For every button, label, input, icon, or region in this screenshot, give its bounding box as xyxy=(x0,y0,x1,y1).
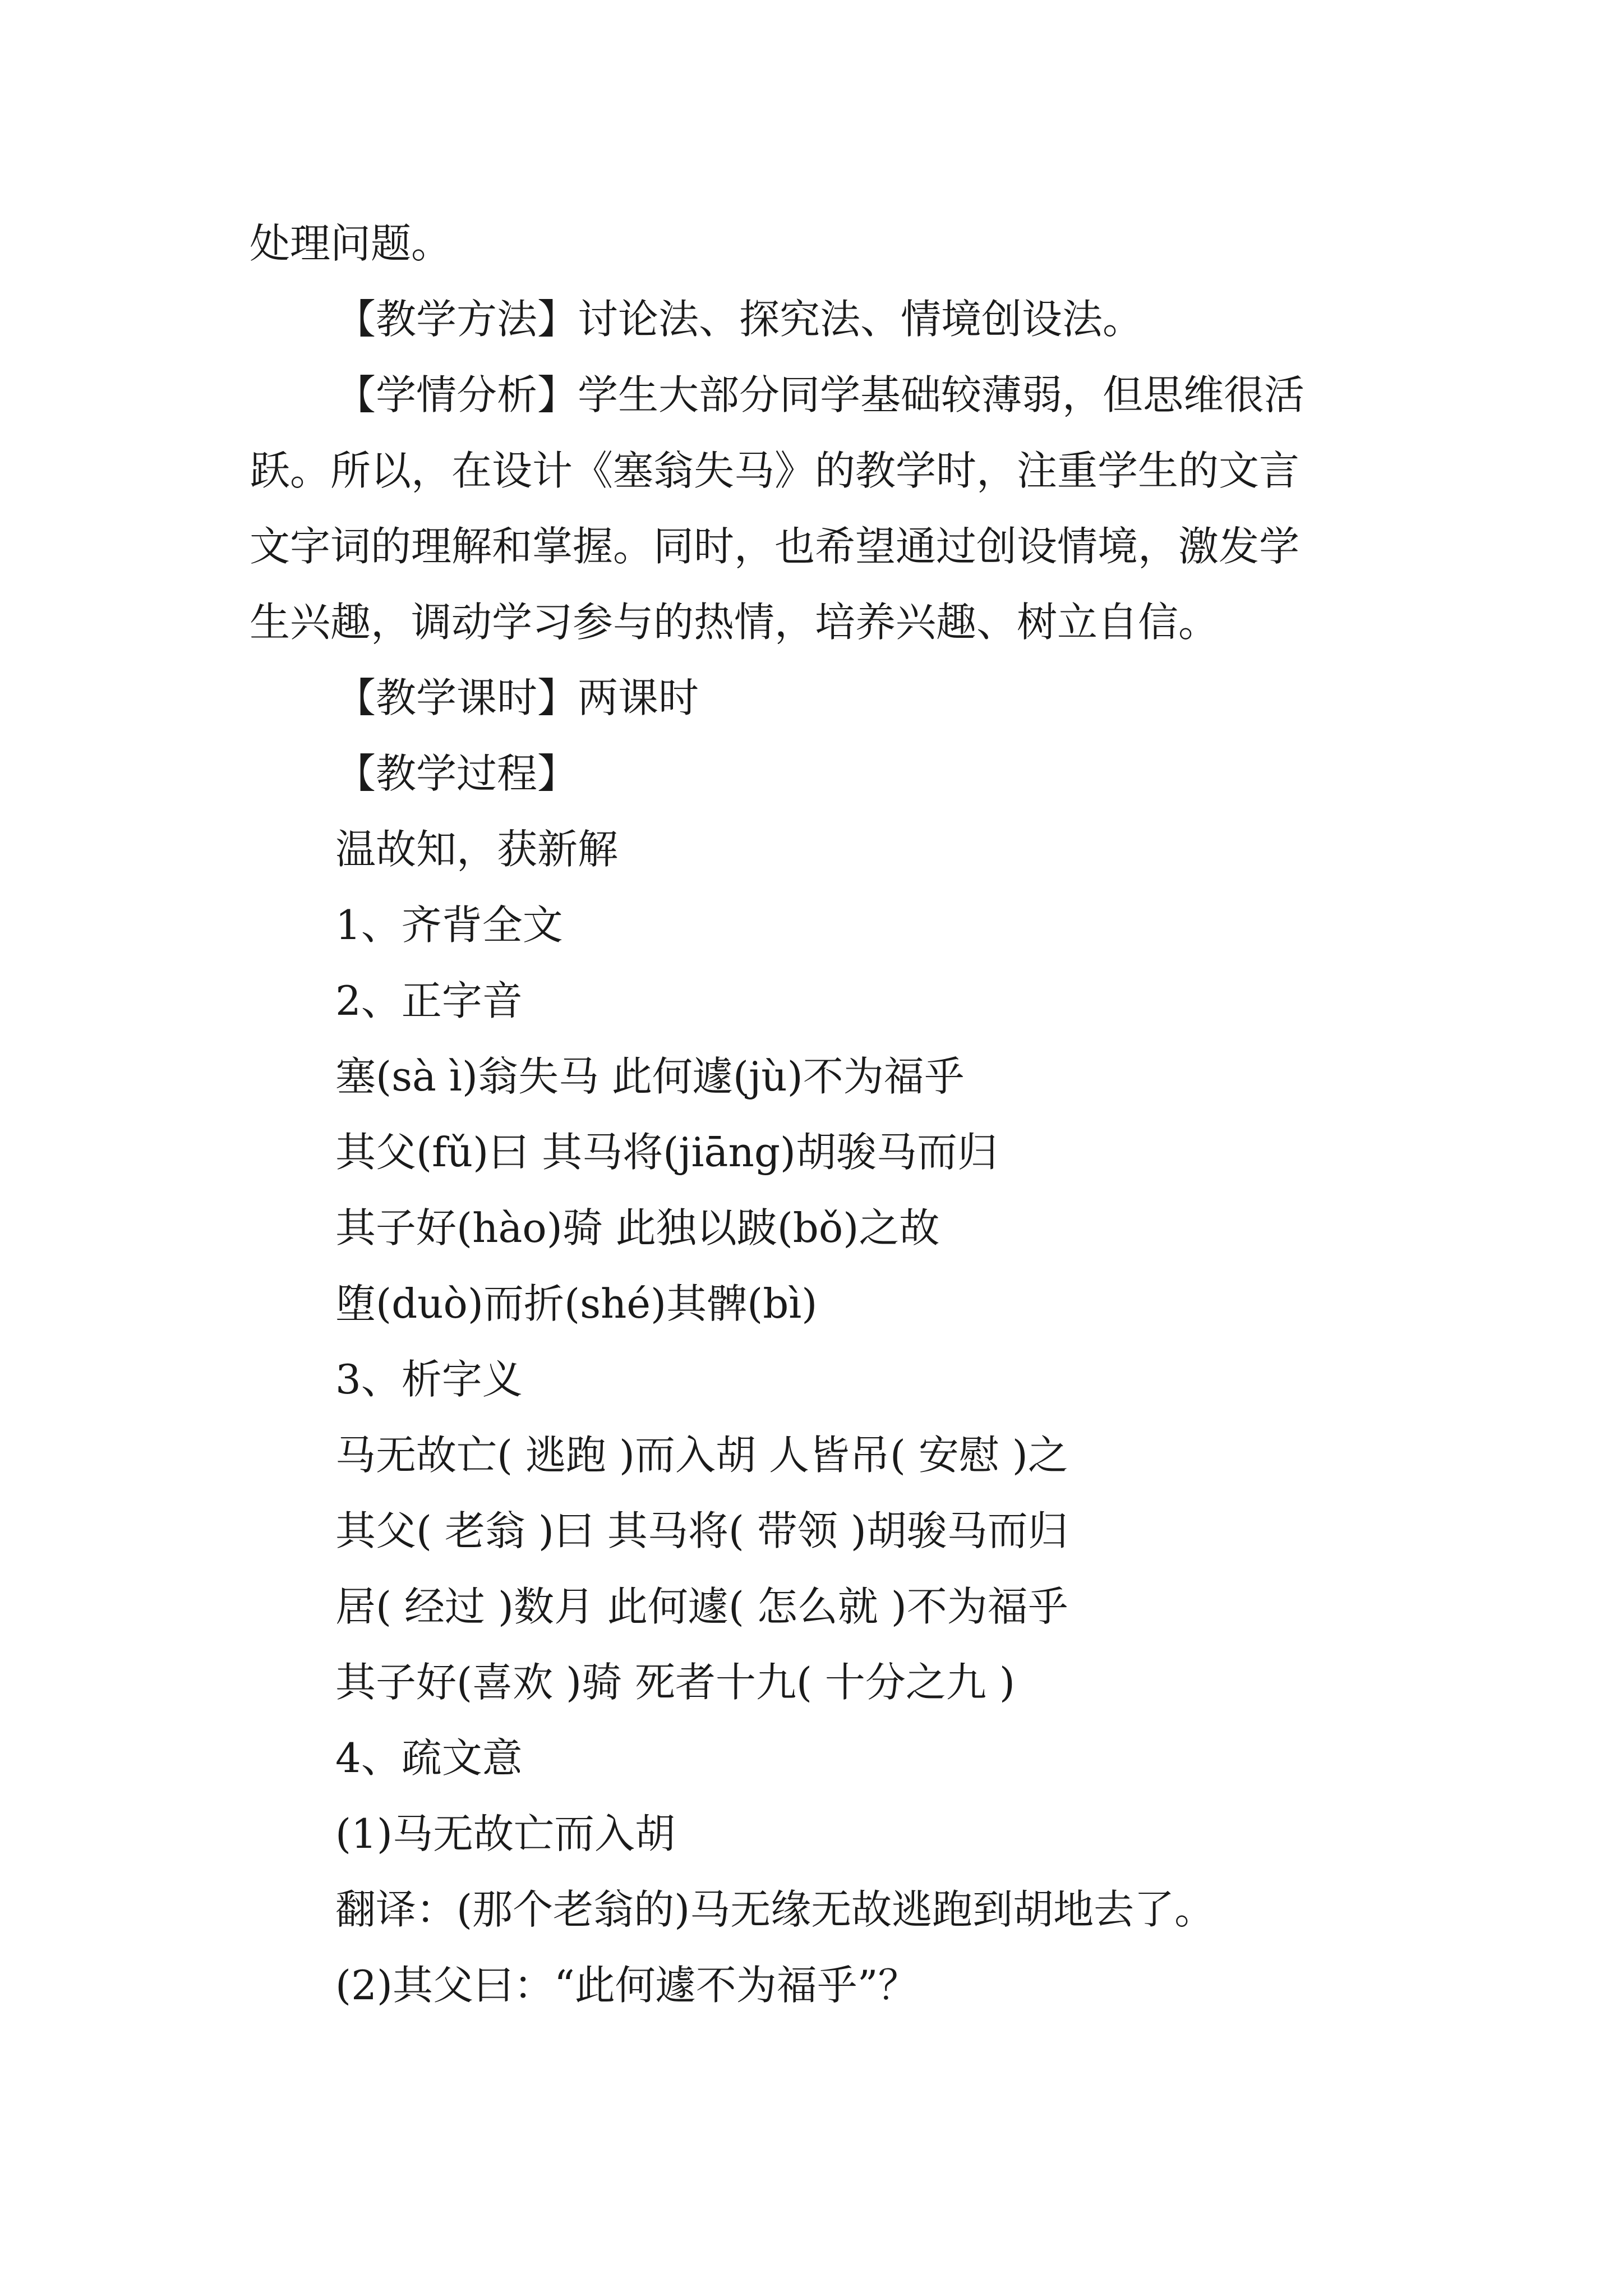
section-heading-hours: 【教学课时】两课时 xyxy=(335,674,699,721)
translation-line: 翻译：(那个老翁的)马无缘无故逃跑到胡地去了。 xyxy=(335,1886,1215,1933)
definition-line: 其父( 老翁 )曰 其马将( 带领 )胡骏马而归 xyxy=(335,1507,1068,1554)
pronunciation-line: 其子好(hào)骑 此独以跛(bǒ)之故 xyxy=(335,1204,940,1251)
list-item: 3、析字义 xyxy=(335,1356,523,1403)
body-text-line: 生兴趣，调动学习参与的热情，培养兴趣、树立自信。 xyxy=(250,599,1219,646)
definition-line: 马无故亡( 逃跑 )而入胡 人皆吊( 安慰 )之 xyxy=(335,1432,1068,1479)
pronunciation-line: 堕(duò)而折(shé)其髀(bì) xyxy=(335,1280,818,1327)
section-heading-process: 【教学过程】 xyxy=(335,750,578,797)
body-text-line: 处理问题。 xyxy=(250,220,452,267)
sentence-item: (2)其父曰：“此何遽不为福乎”？ xyxy=(335,1962,919,2009)
list-item: 1、齐背全文 xyxy=(335,901,563,949)
list-item: 4、疏文意 xyxy=(335,1734,523,1782)
body-text-line: 跃。所以，在设计《塞翁失马》的教学时，注重学生的文言 xyxy=(250,447,1300,494)
list-item: 2、正字音 xyxy=(335,977,523,1024)
pronunciation-line: 其父(fǔ)曰 其马将(jiāng)胡骏马而归 xyxy=(335,1129,998,1176)
pronunciation-line: 塞(sà ì)翁失马 此何遽(jù)不为福乎 xyxy=(335,1053,965,1100)
definition-line: 其子好(喜欢 )骑 死者十九( 十分之九 ) xyxy=(335,1659,1015,1706)
section-heading-method: 【教学方法】讨论法、探究法、情境创设法。 xyxy=(335,296,1144,343)
body-text-line: 文字词的理解和掌握。同时，也希望通过创设情境，激发学 xyxy=(250,523,1300,570)
section-heading-analysis: 【学情分析】学生大部分同学基础较薄弱，但思维很活 xyxy=(335,371,1305,418)
subheading: 温故知，获新解 xyxy=(335,826,619,873)
definition-line: 居( 经过 )数月 此何遽( 怎么就 )不为福乎 xyxy=(335,1583,1068,1630)
sentence-item: (1)马无故亡而入胡 xyxy=(335,1810,675,1857)
